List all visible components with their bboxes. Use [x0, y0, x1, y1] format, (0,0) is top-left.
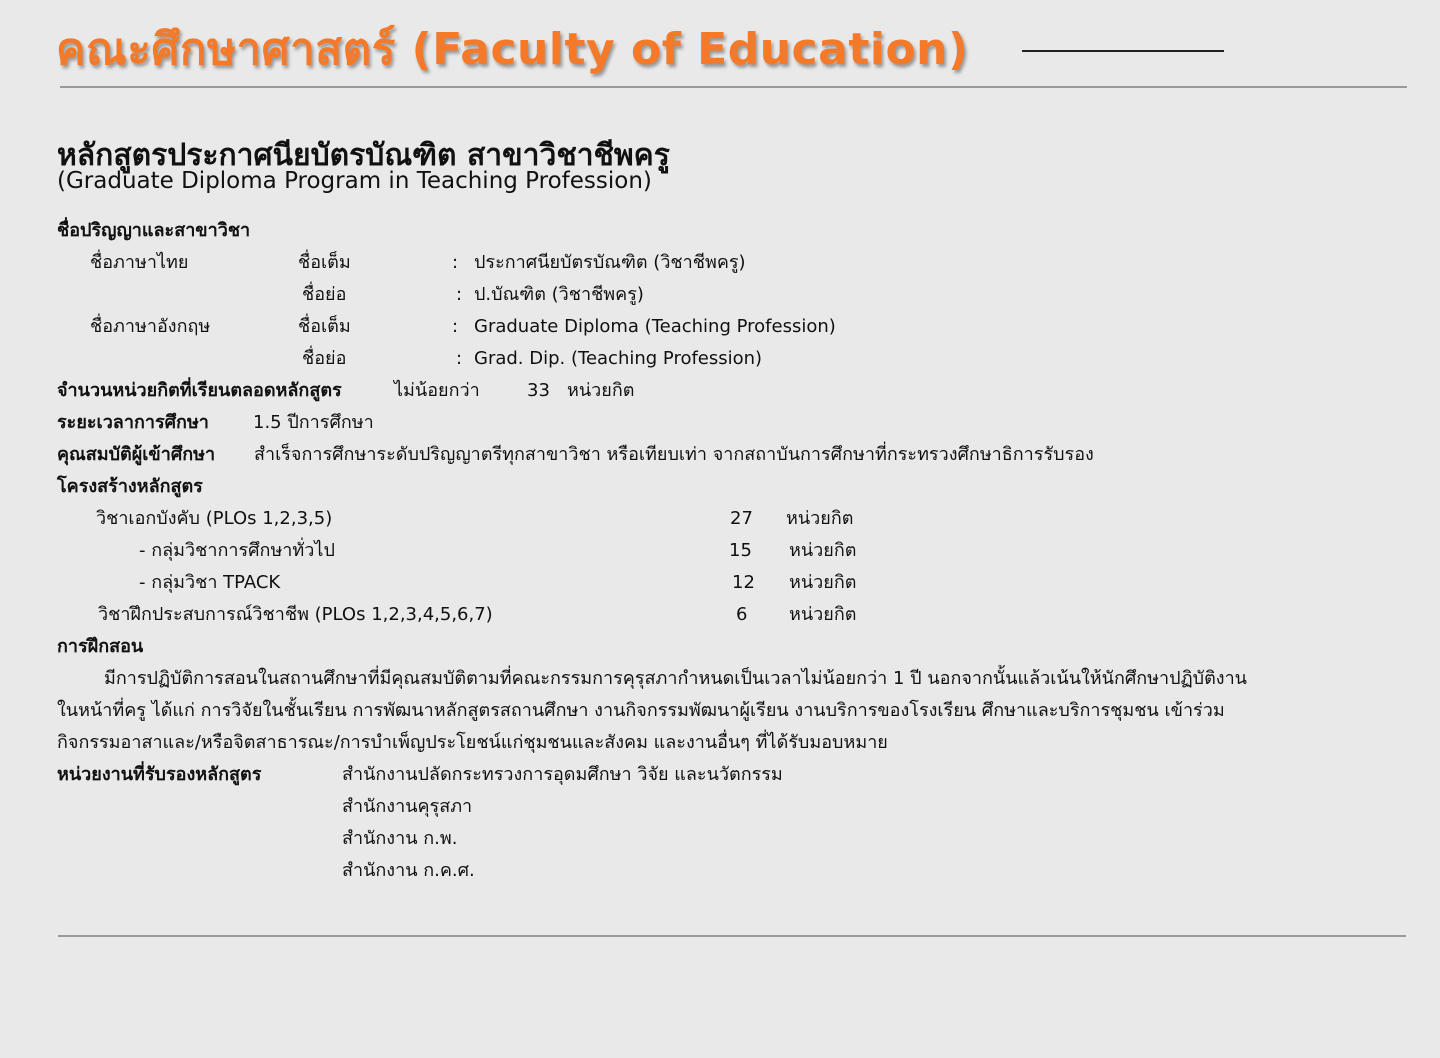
colon: : — [452, 252, 459, 273]
title-rule — [1022, 50, 1224, 52]
practicum-line: มีการปฏิบัติการสอนในสถานศึกษาที่มีคุณสมบัติตามที่คณะกรรมการคุรุสภากำหนดเป็นเวลาไม่น้อยกว่า 1 ปี นอกจากนั้นแล้วเน้นให้นักศึกษาปฏิบัติงาน — [104, 668, 1247, 689]
thai-full-label: ชื่อเต็ม — [298, 252, 351, 273]
colon: : — [456, 284, 463, 305]
english-abbr-value: Grad. Dip. (Teaching Profession) — [474, 348, 763, 369]
practicum-heading: การฝึกสอน — [57, 636, 144, 657]
practicum-line: ในหน้าที่ครู ได้แก่ การวิจัยในชั้นเรียน การพัฒนาหลักสูตรสถานศึกษา งานกิจกรรมพัฒนาผู้เรียน งานบริการของโรงเรียน ศึกษาและบริการชุมชน เข้าร่วม — [57, 700, 1225, 721]
structure-row-unit: หน่วยกิต — [789, 572, 857, 593]
program-name-english: (Graduate Diploma Program in Teaching Profession) — [57, 168, 652, 194]
structure-heading: โครงสร้างหลักสูตร — [57, 476, 203, 497]
structure-row-credits: 27 — [730, 508, 753, 529]
structure-row-label: วิชาเอกบังคับ (PLOs 1,2,3,5) — [96, 508, 333, 529]
colon: : — [456, 348, 463, 369]
credits-label: จำนวนหน่วยกิตที่เรียนตลอดหลักสูตร — [57, 380, 342, 401]
thai-name-label: ชื่อภาษาไทย — [90, 252, 189, 273]
structure-row-credits: 6 — [736, 604, 748, 625]
accreditation-agency: สำนักงาน ก.ค.ศ. — [342, 860, 475, 881]
structure-row-credits: 12 — [732, 572, 755, 593]
english-name-label: ชื่อภาษาอังกฤษ — [90, 316, 211, 337]
structure-row-label: วิชาฝึกประสบการณ์วิชาชีพ (PLOs 1,2,3,4,5,6,7) — [98, 604, 493, 625]
qualification-label: คุณสมบัติผู้เข้าศึกษา — [57, 444, 216, 465]
program-name-thai: หลักสูตรประกาศนียบัตรบัณฑิต สาขาวิชาชีพครู — [57, 138, 670, 173]
structure-row-unit: หน่วยกิต — [786, 508, 854, 529]
practicum-line: กิจกรรมอาสาและ/หรือจิตสาธารณะ/การบำเพ็ญประโยชน์แก่ชุมชนและสังคม และงานอื่นๆ ที่ได้รับมอบหมาย — [57, 732, 888, 753]
thai-abbr-label: ชื่อย่อ — [302, 284, 347, 305]
top-divider — [60, 86, 1407, 88]
structure-row-unit: หน่วยกิต — [789, 540, 857, 561]
english-abbr-label: ชื่อย่อ — [302, 348, 347, 369]
english-full-label: ชื่อเต็ม — [298, 316, 351, 337]
bottom-divider — [58, 935, 1406, 937]
thai-abbr-value: ป.บัณฑิต (วิชาชีพครู) — [474, 284, 644, 305]
structure-row-credits: 15 — [729, 540, 752, 561]
credits-unit: หน่วยกิต — [567, 380, 635, 401]
credits-qualifier: ไม่น้อยกว่า — [394, 380, 480, 401]
thai-full-value: ประกาศนียบัตรบัณฑิต (วิชาชีพครู) — [474, 252, 746, 273]
accreditation-agency: สำนักงาน ก.พ. — [342, 828, 458, 849]
accreditation-agency: สำนักงานคุรุสภา — [342, 796, 473, 817]
degree-heading: ชื่อปริญญาและสาขาวิชา — [57, 220, 251, 241]
page-title: คณะศึกษาศาสตร์ (Faculty of Education) — [56, 24, 969, 75]
qualification-value: สำเร็จการศึกษาระดับปริญญาตรีทุกสาขาวิชา หรือเทียบเท่า จากสถาบันการศึกษาที่กระทรวงศึกษาธิการรับรอง — [254, 444, 1094, 465]
structure-row-label: - กลุ่มวิชา TPACK — [139, 572, 281, 593]
duration-label: ระยะเวลาการศึกษา — [57, 412, 209, 433]
duration-value: 1.5 ปีการศึกษา — [253, 412, 374, 433]
accreditation-agency: สำนักงานปลัดกระทรวงการอุดมศึกษา วิจัย และนวัตกรรม — [342, 764, 783, 785]
english-full-value: Graduate Diploma (Teaching Profession) — [474, 316, 836, 337]
structure-row-unit: หน่วยกิต — [789, 604, 857, 625]
structure-row-label: - กลุ่มวิชาการศึกษาทั่วไป — [139, 540, 335, 561]
colon: : — [452, 316, 459, 337]
credits-value: 33 — [527, 380, 550, 401]
accreditation-label: หน่วยงานที่รับรองหลักสูตร — [57, 764, 262, 785]
